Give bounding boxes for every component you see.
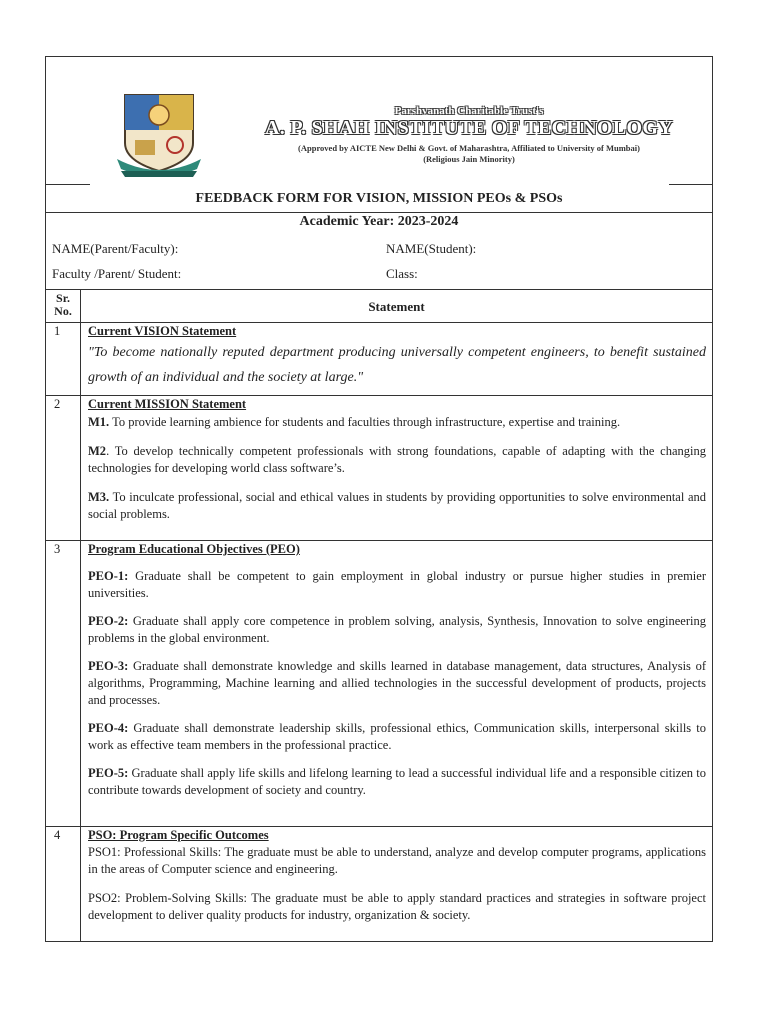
- mission-item: M1. To provide learning ambience for students and faculties through infrastructure, expertise and training.: [88, 415, 621, 429]
- row-number: 1: [54, 324, 61, 338]
- name-student-label: NAME(Student):: [386, 241, 477, 256]
- statement-header: Statement: [368, 299, 425, 314]
- mission-item: M3. To inculcate professional, social and ethical values in students by providing opportunities to solve environmental and social problems.: [88, 490, 706, 521]
- peo-item: PEO-5: Graduate shall apply life skills and lifelong learning to lead a successful individual life and a responsible citizen to contribute towards development of society and country.: [88, 766, 706, 797]
- row-heading: Current MISSION Statement: [88, 397, 247, 411]
- academic-year: Academic Year: 2023-2024: [299, 214, 459, 229]
- row-number: 3: [54, 542, 61, 556]
- divider-right: [669, 184, 712, 185]
- divider-left: [46, 184, 90, 185]
- row-divider: [46, 289, 712, 290]
- form-title: FEEDBACK FORM FOR VISION, MISSION PEOs & PSOs: [195, 191, 563, 206]
- row-heading: Current VISION Statement: [88, 324, 237, 338]
- peo-cell: [88, 541, 706, 799]
- feedback-form: [45, 56, 713, 942]
- institute-name: A. P. SHAH INSTITUTE OF TECHNOLOGY: [265, 117, 673, 139]
- minority-note: (Religious Jain Minority): [423, 154, 515, 164]
- row-number: 4: [54, 828, 61, 842]
- class-label: Class:: [386, 266, 418, 281]
- letterhead: [46, 57, 712, 213]
- sr-no-header: Sr. No.: [54, 291, 72, 318]
- pso-item: PSO1: Professional Skills: The graduate must be able to understand, analyze and develop computer programs, applications in the areas of Computer science and engineering.: [88, 845, 706, 876]
- mission-item: M2. To develop technically competent professionals with strong foundations, capable of adapting with the changing technologies for developing world class software’s.: [88, 444, 706, 475]
- role-label: Faculty /Parent/ Student:: [52, 266, 182, 281]
- mission-cell: [88, 396, 706, 523]
- pso-item: PSO2: Problem-Solving Skills: The graduate must be able to apply standard practices and strategies in software project development to deliver quality products for industry, organization & society.: [88, 891, 706, 922]
- row-heading: Program Educational Objectives (PEO): [88, 542, 300, 556]
- pso-cell: [88, 827, 706, 924]
- row-heading: PSO: Program Specific Outcomes: [88, 828, 269, 842]
- peo-item: PEO-2: Graduate shall apply core competence in problem solving, analysis, Synthesis, Innovation to solve engineering problems in the global environment.: [88, 614, 706, 645]
- row-number: 2: [54, 397, 61, 411]
- peo-item: PEO-4: Graduate shall demonstrate leadership skills, professional ethics, Communication skills, interpersonal skills to work as effective team members in the professional practice.: [88, 721, 706, 752]
- peo-item: PEO-1: Graduate shall be competent to gain employment in global industry or pursue higher studies in premier universities.: [88, 569, 706, 600]
- approval-note: (Approved by AICTE New Delhi & Govt. of Maharashtra, Affiliated to University of Mumbai): [298, 143, 640, 153]
- column-divider: [80, 289, 81, 942]
- vision-cell: [88, 323, 706, 390]
- row-divider: [46, 212, 712, 213]
- vision-statement: "To become nationally reputed department producing universally competent engineers, to benefit sustained growth of an individual and the society at large.": [88, 345, 706, 385]
- peo-item: PEO-3: Graduate shall demonstrate knowledge and skills learned in database management, data structures, Analysis of algorithms, Programming, Machine learning and allied technologies in the successful development of products, projects and processes.: [88, 659, 706, 707]
- name-parent-label: NAME(Parent/Faculty):: [52, 241, 179, 256]
- trust-name: Parshvanath Charitable Trust's: [394, 105, 544, 117]
